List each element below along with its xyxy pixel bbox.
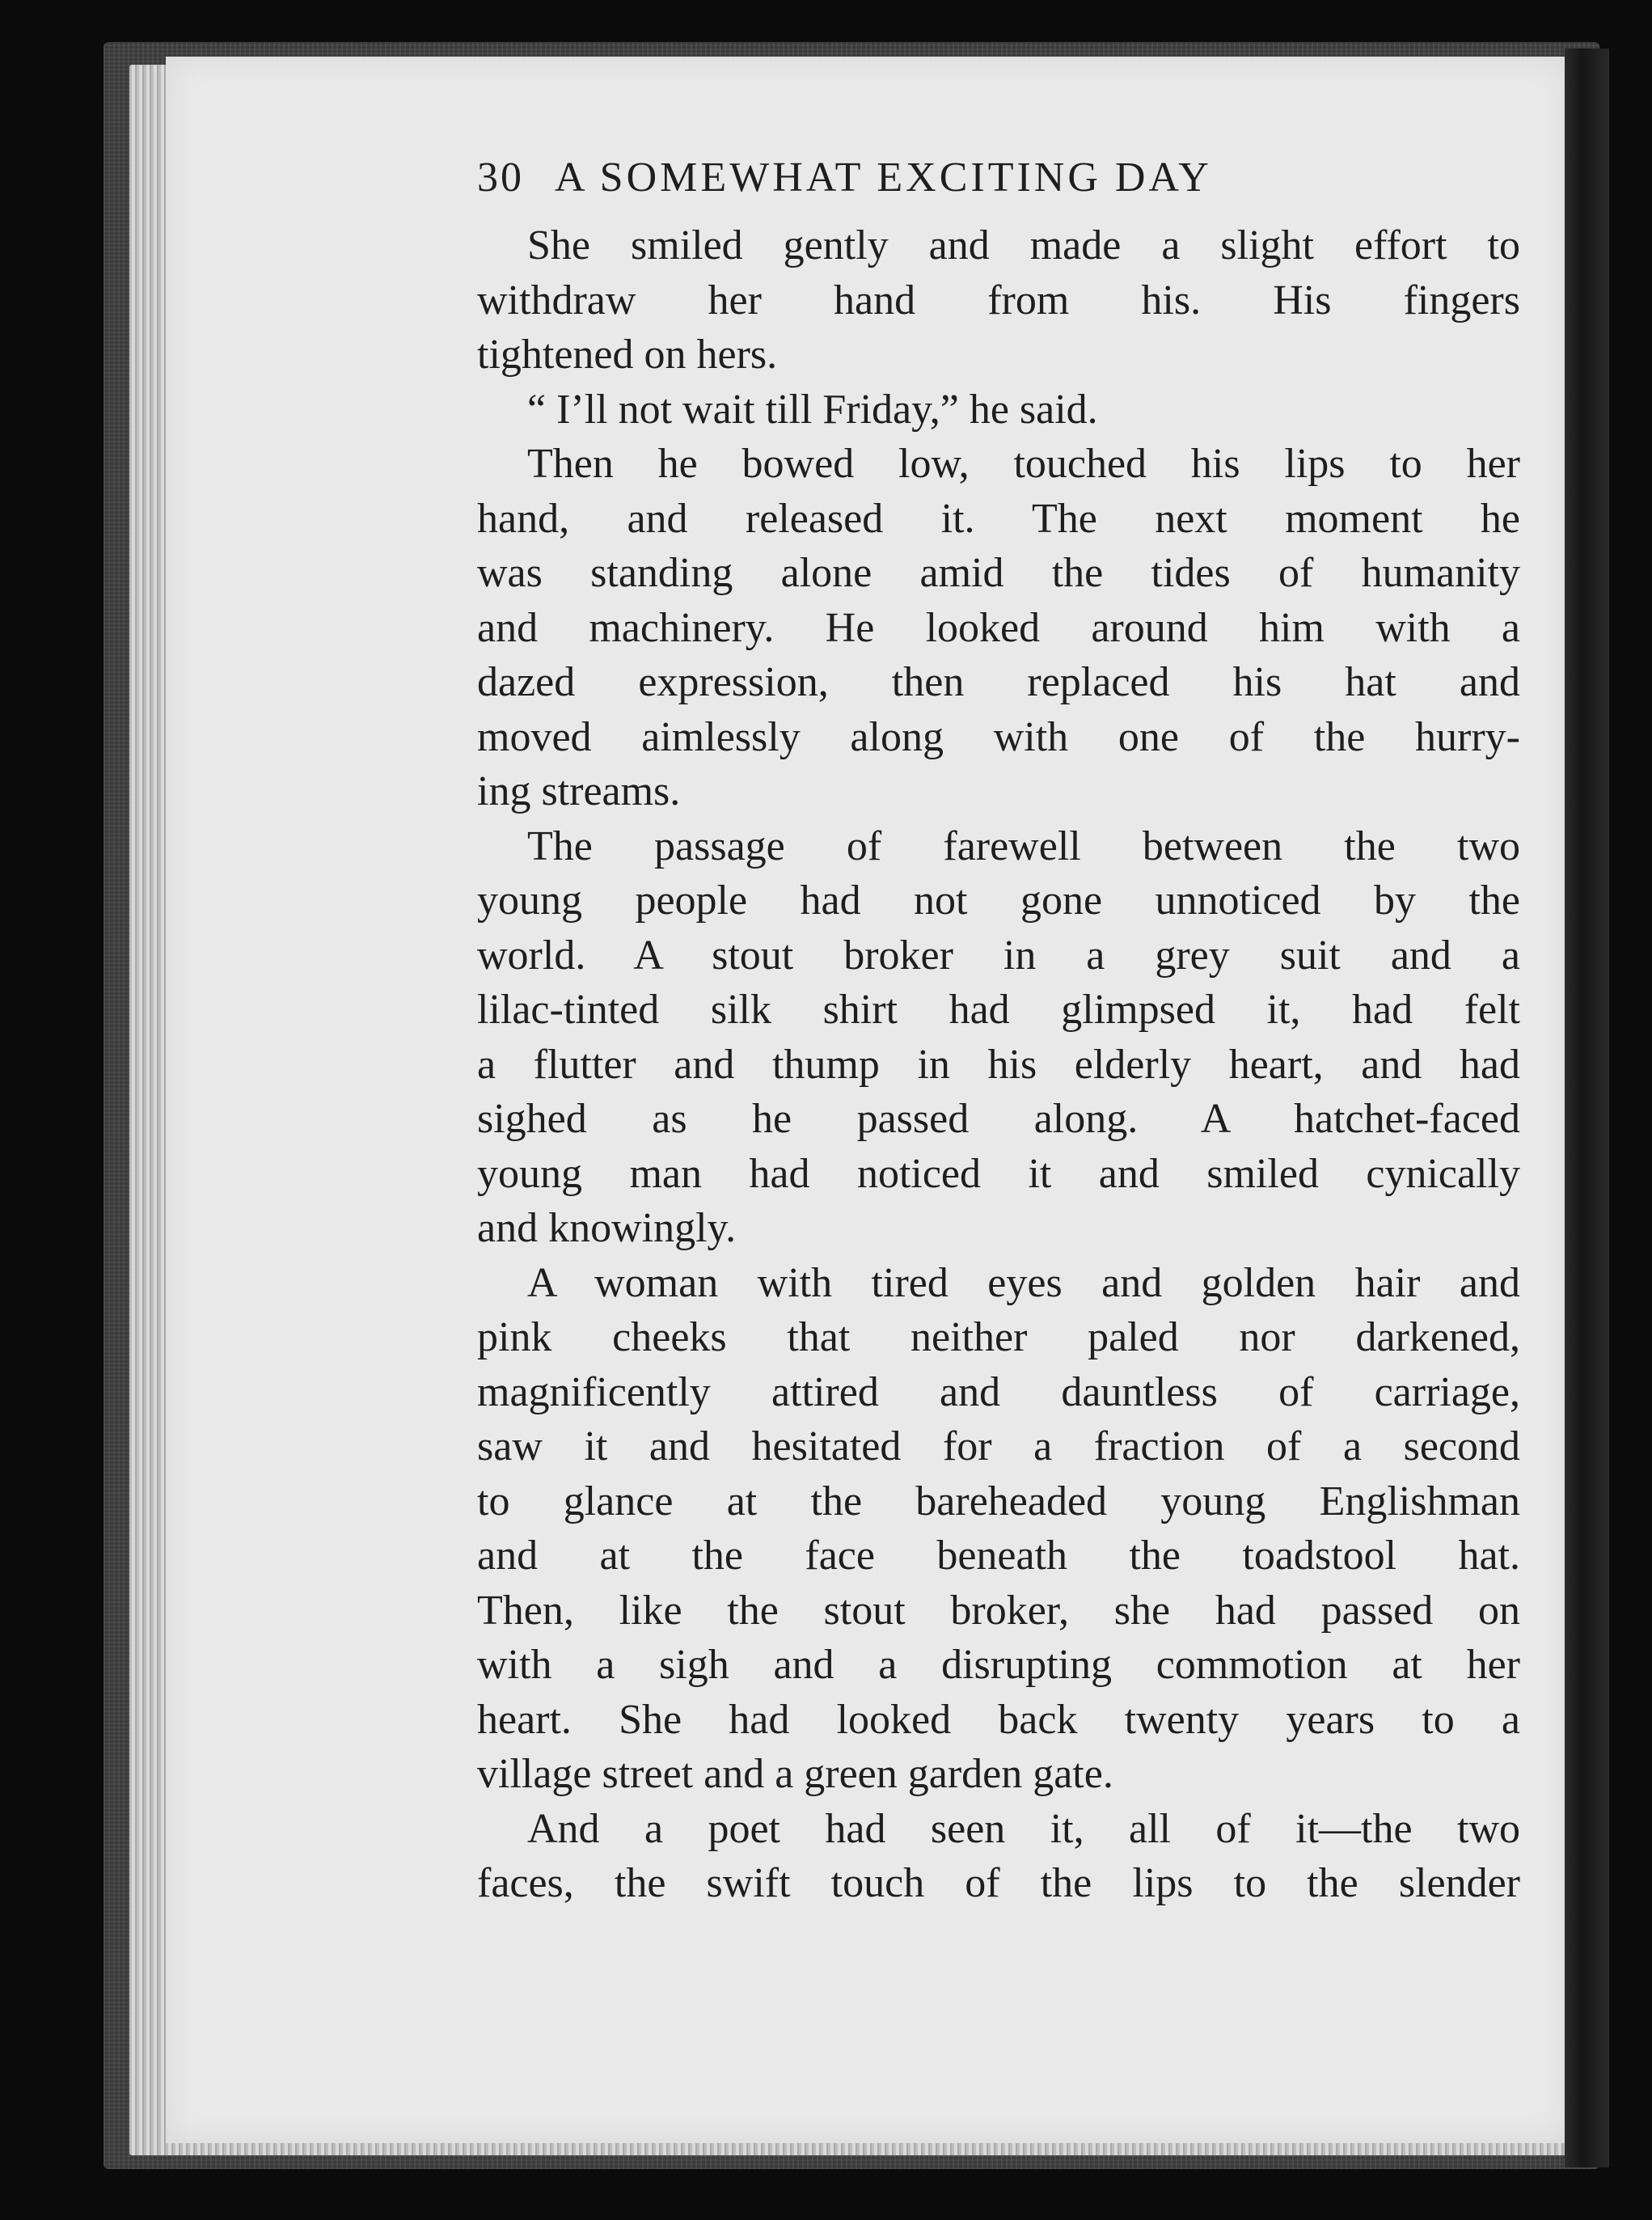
text-line: “ I’ll not wait till Friday,” he said.	[527, 386, 1098, 433]
text-line: Then, like the stout broker, she had passed on	[477, 1587, 1520, 1634]
text-line: and knowingly.	[477, 1205, 737, 1251]
text-line: hand, and released it. The next moment he	[477, 495, 1520, 542]
text-line: She smiled gently and made a slight effort to	[527, 222, 1520, 269]
text-line: And a poet had seen it, all of it—the two	[527, 1805, 1520, 1852]
book-binding	[1565, 49, 1609, 2167]
text-line: pink cheeks that neither paled nor darkened,	[477, 1314, 1520, 1360]
text-line: and at the face beneath the toadstool hat.	[477, 1533, 1520, 1579]
chapter-title: A SOMEWHAT EXCITING DAY	[555, 154, 1212, 201]
text-line: sighed as he passed along. A hatchet-faced	[477, 1096, 1520, 1142]
text-line: saw it and hesitated for a fraction of a second	[477, 1423, 1520, 1469]
page-number: 30	[477, 154, 524, 201]
text-line: heart. She had looked back twenty years to a	[477, 1696, 1520, 1743]
text-line: A woman with tired eyes and golden hair and	[527, 1259, 1520, 1306]
text-line: world. A stout broker in a grey suit and a	[477, 932, 1520, 979]
text-line: young people had not gone unnoticed by the	[477, 877, 1520, 924]
text-line: tightened on hers.	[477, 332, 778, 378]
running-head	[477, 154, 1520, 218]
text-line: a flutter and thump in his elderly heart, and had	[477, 1041, 1520, 1088]
text-line: The passage of farewell between the two	[527, 822, 1520, 869]
text-line: moved aimlessly along with one of the hurry-	[477, 713, 1520, 760]
text-line: magnificently attired and dauntless of carriage,	[477, 1368, 1520, 1415]
text-line: was standing alone amid the tides of humanity	[477, 550, 1520, 596]
text-block	[477, 154, 1520, 1911]
text-line: faces, the swift touch of the lips to the slender	[477, 1860, 1520, 1906]
text-line: village street and a green garden gate.	[477, 1751, 1113, 1797]
text-line: withdraw her hand from his. His fingers	[477, 277, 1520, 323]
text-line: dazed expression, then replaced his hat and	[477, 659, 1520, 705]
text-line: Then he bowed low, touched his lips to her	[527, 441, 1520, 487]
text-line: and machinery. He looked around him with a	[477, 604, 1520, 651]
text-line: to glance at the bareheaded young Englishman	[477, 1478, 1520, 1524]
text-line: with a sigh and a disrupting commotion at her	[477, 1642, 1520, 1688]
text-line: young man had noticed it and smiled cynically	[477, 1150, 1520, 1197]
text-line: ing streams.	[477, 768, 681, 814]
text-line: lilac-tinted silk shirt had glimpsed it, had felt	[477, 987, 1520, 1033]
